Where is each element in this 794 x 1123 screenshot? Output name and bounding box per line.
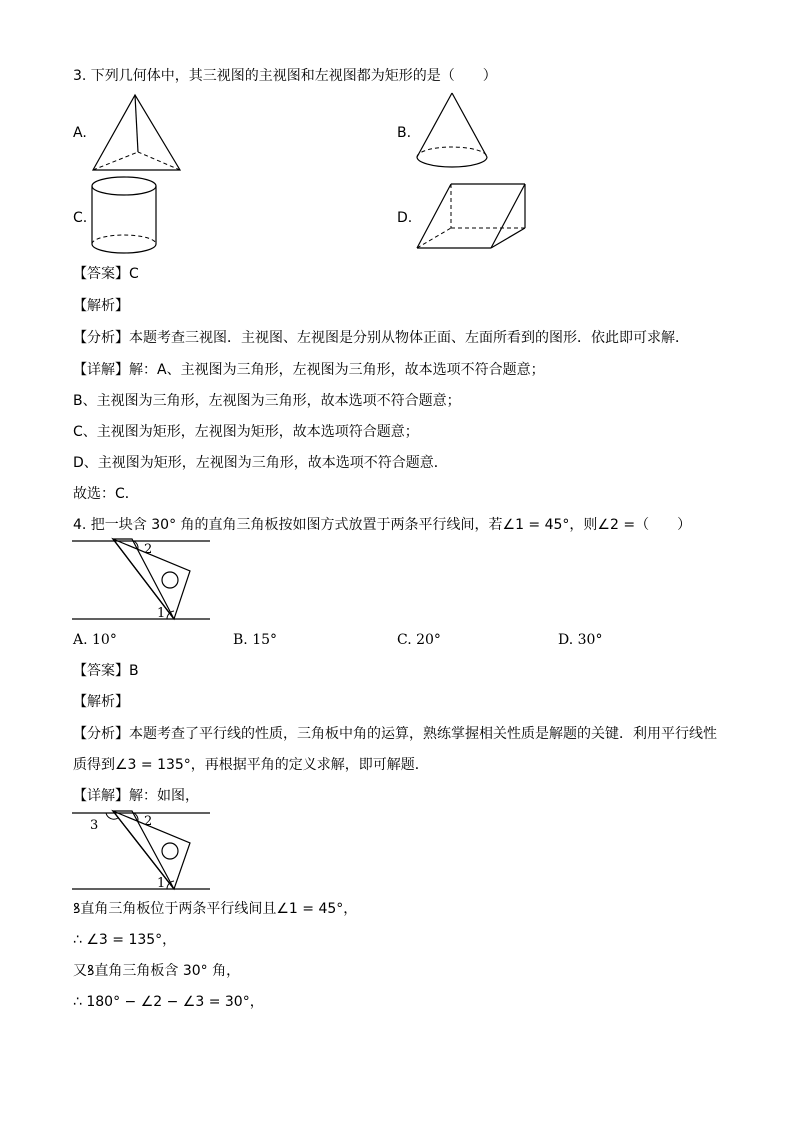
q3-detail-4: D、主视图为矩形，左视图为三角形，故本选项不符合题意． bbox=[73, 455, 448, 471]
angle-2-label: 2 bbox=[144, 814, 153, 829]
q3-analysis-title: 【解析】 bbox=[73, 298, 129, 314]
angle-1-label: 1 bbox=[157, 876, 166, 891]
q4-step-2: ∴ ∠3 = 135°， bbox=[73, 932, 177, 948]
q4-stem: 4. 把一块含 30° 角的直角三角板按如图方式放置于两条平行线间，若∠1 = 45°，则∠2 =（ ） bbox=[73, 517, 692, 533]
triangle-ruler-figure bbox=[72, 535, 212, 625]
q4-answer: 【答案】B bbox=[73, 663, 139, 679]
q4-option-a: A. 10° bbox=[73, 632, 117, 648]
q4-detail-intro: 【详解】解：如图， bbox=[73, 788, 199, 804]
q3-option-a-label: A. bbox=[73, 125, 87, 141]
q3-stem: 3. 下列几何体中，其三视图的主视图和左视图都为矩形的是（ ） bbox=[73, 68, 497, 84]
angle-1-label: 1 bbox=[157, 606, 166, 621]
q3-analysis: 【分析】本题考查三视图．主视图、左视图是分别从物体正面、左面所看到的图形．依此即可求解． bbox=[73, 330, 689, 346]
angle-3-label: 3 bbox=[90, 818, 99, 833]
angle-2-label: 2 bbox=[144, 542, 153, 557]
q3-detail-2: B、主视图为三角形，左视图为三角形，故本选项不符合题意； bbox=[73, 393, 461, 409]
q3-detail-1: 【详解】解：A、主视图为三角形，左视图为三角形，故本选项不符合题意； bbox=[73, 362, 545, 378]
triangular-prism-figure bbox=[413, 180, 529, 252]
q4-option-d: D. 30° bbox=[558, 632, 603, 648]
q4-analysis-title: 【解析】 bbox=[73, 694, 129, 710]
q4-analysis-2: 质得到∠3 = 135°，再根据平角的定义求解，即可解题． bbox=[73, 757, 429, 773]
q4-analysis-1: 【分析】本题考查了平行线的性质，三角板中角的运算，熟练掌握相关性质是解题的关键．利用平行线性 bbox=[73, 726, 717, 742]
cylinder-figure bbox=[88, 174, 162, 258]
q4-step-3: 又ꝸ直角三角板含 30° 角， bbox=[73, 963, 241, 979]
q3-answer: 【答案】C bbox=[73, 266, 139, 282]
q4-step-1: ꝸ直角三角板位于两条平行线间且∠1 = 45°， bbox=[73, 901, 358, 917]
q3-conclusion: 故选：C． bbox=[73, 486, 139, 502]
q3-option-c-label: C. bbox=[73, 210, 88, 226]
tetrahedron-figure bbox=[88, 92, 184, 172]
q3-option-b-label: B. bbox=[397, 125, 412, 141]
q4-option-b: B. 15° bbox=[233, 632, 278, 648]
q4-option-c: C. 20° bbox=[397, 632, 441, 648]
q3-option-d-label: D. bbox=[397, 210, 413, 226]
triangle-ruler-solution-figure bbox=[72, 805, 212, 895]
q3-detail-3: C、主视图为矩形，左视图为矩形，故本选项符合题意； bbox=[73, 424, 419, 440]
q4-step-4: ∴ 180° − ∠2 − ∠3 = 30°， bbox=[73, 994, 264, 1010]
cone-figure bbox=[412, 90, 492, 176]
